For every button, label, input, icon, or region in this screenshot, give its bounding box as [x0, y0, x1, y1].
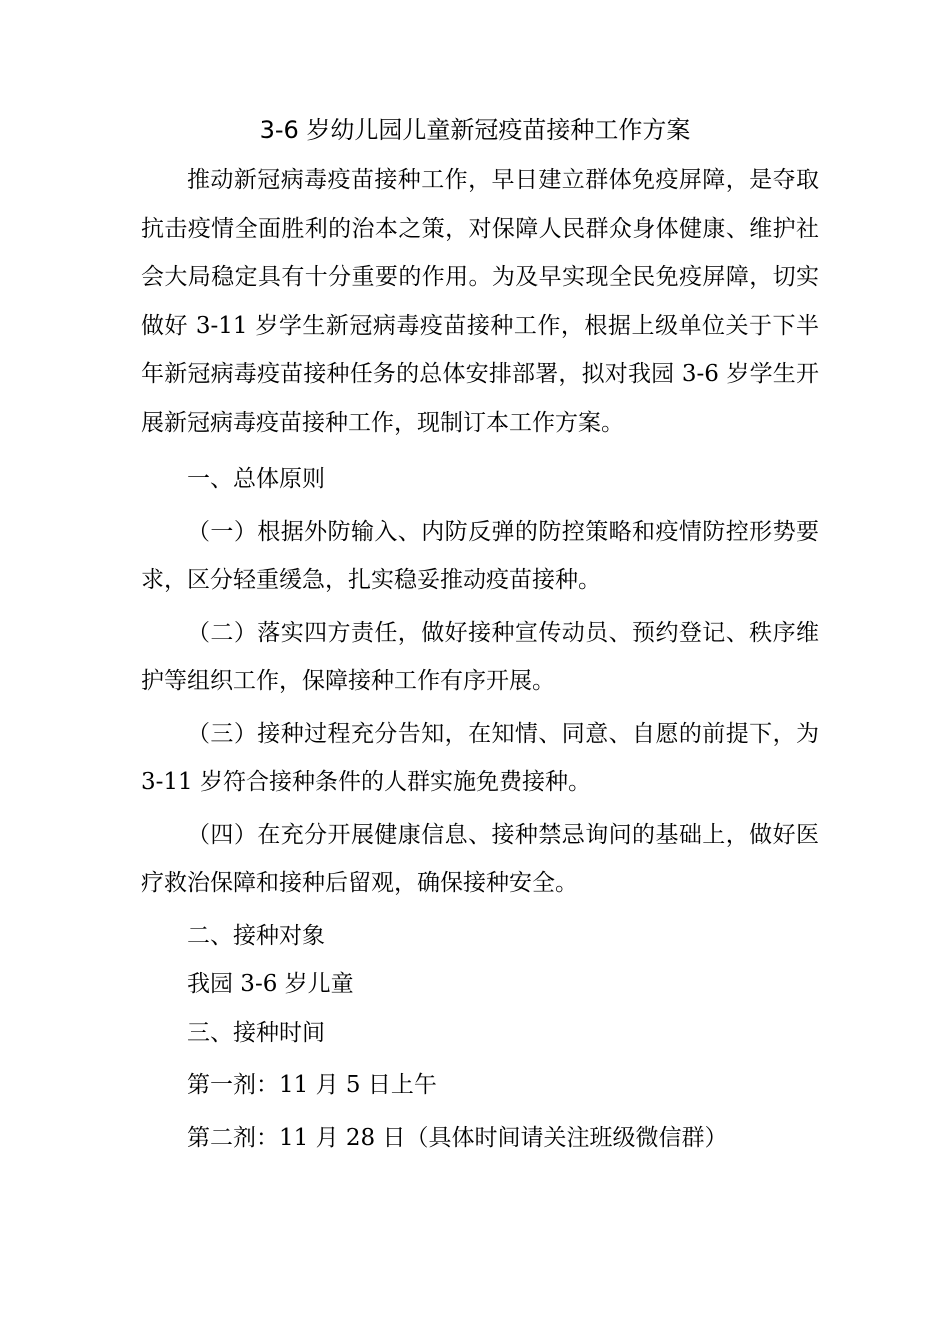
section-heading-targets: 二、接种对象 — [187, 922, 325, 949]
schedule-dose-1: 第一剂：11 月 5 日上午 — [187, 1072, 437, 1098]
schedule-dose-2: 第二剂：11 月 28 日（具体时间请关注班级微信群） — [187, 1124, 728, 1151]
document-title: 3-6 岁幼儿园儿童新冠疫苗接种工作方案 — [259, 116, 691, 144]
intro-paragraph: 推动新冠病毒疫苗接种工作，早日建立群体免疫屏障，是夺取抗击疫情全面胜利的治本之策，对保障人民群众身体健康、维护社会大局稳定具有十分重要的作用。为及早实现全民免疫屏障，切实做好 3-11 岁学生新冠病毒疫苗接种工作，根据上级单位关于下半年新冠病毒疫苗接种任务的总体安排部署，拟对我园 3-6 岁学生开展新冠病毒疫苗接种工作，现制订本工作方案。 — [141, 167, 819, 436]
principle-item-4: （四）在充分开展健康信息、接种禁忌询问的基础上，做好医疗救治保障和接种后留观，确保接种安全。 — [141, 821, 819, 896]
document-body — [141, 156, 819, 1162]
principle-item-1: （一）根据外防输入、内防反弹的防控策略和疫情防控形势要求，区分轻重缓急，扎实稳妥推动疫苗接种。 — [141, 518, 819, 593]
section-heading-principles: 一、总体原则 — [187, 466, 325, 492]
targets-text: 我园 3-6 岁儿童 — [187, 971, 354, 997]
principle-item-2: （二）落实四方责任，做好接种宣传动员、预约登记、秩序维护等组织工作，保障接种工作有序开展。 — [141, 619, 819, 694]
principle-item-3: （三）接种过程充分告知，在知情、同意、自愿的前提下，为 3-11 岁符合接种条件的人群实施免费接种。 — [141, 720, 819, 795]
section-heading-schedule: 三、接种时间 — [187, 1019, 325, 1046]
